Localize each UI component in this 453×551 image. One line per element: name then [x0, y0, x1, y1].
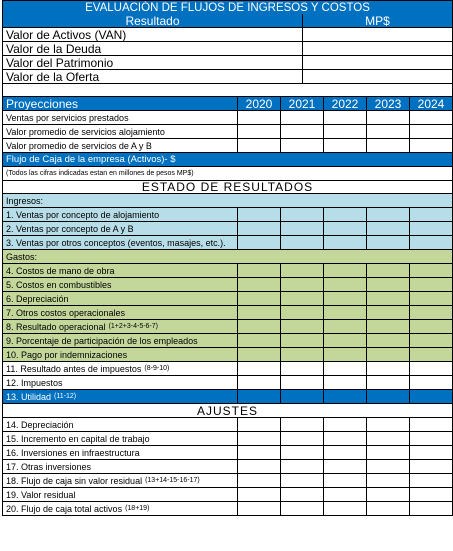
year-value-cell[interactable] [324, 320, 367, 334]
statement-row [2, 488, 453, 502]
year-value-cell[interactable] [281, 236, 324, 250]
year-value-cell[interactable] [367, 208, 410, 222]
year-value-cell[interactable] [367, 376, 410, 390]
statement-row-label [2, 376, 238, 390]
year-value-cell[interactable] [324, 460, 367, 474]
year-value-cell[interactable] [238, 334, 281, 348]
year-value-cell[interactable] [281, 348, 324, 362]
statement-row [2, 292, 453, 306]
year-value-cell[interactable] [324, 125, 367, 139]
statement-row-label [2, 418, 238, 432]
year-value-cell[interactable] [367, 111, 410, 125]
year-value-cell[interactable] [324, 362, 367, 376]
valuation-row-label: Valor del Patrimonio [2, 56, 303, 70]
statement-row-text: 16. Inversiones en infraestructura [6, 447, 140, 458]
cashflow-row [2, 153, 453, 167]
statement-row-text: 1. Ventas por concepto de alojamiento [6, 209, 160, 220]
valuation-header-label: Resultado [2, 14, 303, 28]
year-value-cell[interactable] [367, 306, 410, 320]
statement-row [2, 376, 453, 390]
valuation-value-cell[interactable] [303, 42, 453, 56]
year-value-cell[interactable] [324, 376, 367, 390]
year-value-cell[interactable] [410, 264, 453, 278]
statement-row-text: 4. Costos de mano de obra [6, 265, 115, 276]
year-header: 2022 [324, 97, 367, 111]
spreadsheet [2, 0, 453, 516]
year-value-cell[interactable] [410, 208, 453, 222]
year-value-cell[interactable] [410, 446, 453, 460]
statement-row-text: 10. Pago por indemnizaciones [6, 349, 128, 360]
year-value-cell[interactable] [324, 390, 367, 404]
projection-row-label: Valor promedio de servicios alojamiento [2, 125, 238, 139]
year-value-cell[interactable] [410, 111, 453, 125]
year-header: 2020 [238, 97, 281, 111]
year-value-cell[interactable] [281, 292, 324, 306]
year-value-cell[interactable] [324, 111, 367, 125]
year-value-cell[interactable] [324, 292, 367, 306]
year-value-cell[interactable] [238, 348, 281, 362]
valuation-value-cell[interactable] [303, 28, 453, 42]
projections-note: (Todos las cifras indicadas estan en millones de pesos MP$) [2, 167, 453, 181]
gastos-label-row [2, 250, 453, 264]
statement-row [2, 474, 453, 488]
year-value-cell[interactable] [281, 502, 324, 516]
year-header: 2023 [367, 97, 410, 111]
statement-row-label [2, 348, 238, 362]
valuation-row-label: Valor de la Deuda [2, 42, 303, 56]
year-value-cell[interactable] [324, 418, 367, 432]
ajustes-rows [2, 418, 453, 516]
year-value-cell[interactable] [367, 278, 410, 292]
statement-row-label [2, 488, 238, 502]
year-value-cell[interactable] [410, 306, 453, 320]
projection-row [2, 139, 453, 153]
year-value-cell[interactable] [281, 125, 324, 139]
statement-row-text: 12. Impuestos [6, 377, 63, 388]
statement-row [2, 264, 453, 278]
year-value-cell[interactable] [367, 292, 410, 306]
year-value-cell[interactable] [410, 236, 453, 250]
year-value-cell[interactable] [410, 334, 453, 348]
year-value-cell[interactable] [324, 502, 367, 516]
valuation-value-cell[interactable] [303, 56, 453, 70]
year-value-cell[interactable] [324, 474, 367, 488]
statement-row-label [2, 432, 238, 446]
year-headers [238, 97, 453, 111]
statement-row-text: 15. Incremento en capital de trabajo [6, 433, 150, 444]
gastos-rows [2, 264, 453, 362]
statement-row-text: 6. Depreciación [6, 293, 69, 304]
year-value-cell[interactable] [238, 320, 281, 334]
valuation-row-label: Valor de la Oferta [2, 70, 303, 84]
statement-row [2, 460, 453, 474]
statement-row [2, 418, 453, 432]
year-value-cell[interactable] [367, 222, 410, 236]
year-value-cell[interactable] [410, 474, 453, 488]
year-value-cell[interactable] [324, 208, 367, 222]
utilidad-text: 13. Utilidad [6, 391, 52, 402]
statement-row [2, 278, 453, 292]
year-value-cell[interactable] [281, 446, 324, 460]
projection-row [2, 125, 453, 139]
statement-row [2, 334, 453, 348]
year-value-cell[interactable] [238, 236, 281, 250]
valuation-rows [2, 28, 453, 84]
year-value-cell[interactable] [410, 292, 453, 306]
statement-row-formula: (13+14-15-16-17) [145, 477, 200, 484]
year-value-cell[interactable] [367, 348, 410, 362]
year-value-cell[interactable] [410, 222, 453, 236]
year-value-cell[interactable] [238, 460, 281, 474]
statement-row-label [2, 474, 238, 488]
valuation-row [2, 42, 453, 56]
statement-row-text: 18. Flujo de caja sin valor residual [6, 475, 143, 486]
year-value-cell[interactable] [410, 390, 453, 404]
year-value-cell[interactable] [238, 376, 281, 390]
year-value-cell[interactable] [281, 432, 324, 446]
year-value-cell[interactable] [410, 432, 453, 446]
statement-row-label [2, 460, 238, 474]
year-value-cell[interactable] [367, 432, 410, 446]
note-row [2, 167, 453, 181]
statement-row-formula: (8-9-10) [144, 365, 170, 372]
year-value-cell[interactable] [238, 390, 281, 404]
statement-row-label [2, 362, 238, 376]
statement-row-text: 3. Ventas por otros conceptos (eventos, masajes, etc.). [6, 237, 226, 248]
year-value-cell[interactable] [238, 488, 281, 502]
year-value-cell[interactable] [324, 139, 367, 153]
statement-row-label [2, 208, 238, 222]
year-value-cell[interactable] [238, 139, 281, 153]
statement-row-text: 11. Resultado antes de impuestos [6, 363, 142, 374]
year-value-cell[interactable] [281, 222, 324, 236]
year-value-cell[interactable] [281, 460, 324, 474]
utilidad-formula: (11-12) [54, 393, 77, 400]
valuation-value-cell[interactable] [303, 70, 453, 84]
spacer-row [2, 84, 453, 97]
projection-rows [2, 111, 453, 153]
year-value-cell[interactable] [367, 460, 410, 474]
statement-row [2, 446, 453, 460]
projection-row-label: Valor promedio de servicios de A y B [2, 139, 238, 153]
statement-row-label [2, 446, 238, 460]
statement-row-text: 8. Resultado operacional [6, 321, 106, 332]
year-value-cell[interactable] [367, 446, 410, 460]
statement-row-label [2, 320, 238, 334]
year-value-cell[interactable] [367, 390, 410, 404]
year-value-cell[interactable] [324, 432, 367, 446]
statement-row-label [2, 502, 238, 516]
statement-row-label [2, 334, 238, 348]
year-value-cell[interactable] [238, 432, 281, 446]
year-value-cell[interactable] [238, 222, 281, 236]
ajustes-title: AJUSTES [2, 404, 453, 418]
statement-row [2, 362, 453, 376]
year-value-cell[interactable] [367, 502, 410, 516]
year-value-cell[interactable] [238, 418, 281, 432]
statement-row [2, 432, 453, 446]
other-rows [2, 362, 453, 390]
year-value-cell[interactable] [367, 474, 410, 488]
spacer-cell [2, 84, 453, 97]
year-value-cell[interactable] [281, 139, 324, 153]
statement-row-text: 2. Ventas por concepto de A y B [6, 223, 134, 234]
valuation-row [2, 28, 453, 42]
year-value-cell[interactable] [324, 236, 367, 250]
projection-row-label: Ventas por servicios prestados [2, 111, 238, 125]
year-value-cell[interactable] [281, 418, 324, 432]
statement-row-text: 5. Costos en combustibles [6, 279, 112, 290]
statement-row [2, 222, 453, 236]
ingresos-label: Ingresos: [2, 194, 453, 208]
year-value-cell[interactable] [410, 502, 453, 516]
statement-row-label [2, 306, 238, 320]
year-value-cell[interactable] [367, 488, 410, 502]
year-value-cell[interactable] [281, 474, 324, 488]
year-value-cell[interactable] [367, 362, 410, 376]
year-value-cell[interactable] [410, 125, 453, 139]
year-value-cell[interactable] [324, 264, 367, 278]
statement-row-label [2, 264, 238, 278]
year-value-cell[interactable] [324, 278, 367, 292]
statement-row-label [2, 278, 238, 292]
year-value-cell[interactable] [281, 306, 324, 320]
projections-header-label: Proyecciones [2, 97, 238, 111]
year-value-cell[interactable] [281, 111, 324, 125]
year-value-cell[interactable] [410, 488, 453, 502]
year-value-cell[interactable] [281, 278, 324, 292]
valuation-row [2, 70, 453, 84]
year-value-cell[interactable] [410, 278, 453, 292]
year-value-cell[interactable] [281, 320, 324, 334]
year-value-cell[interactable] [238, 306, 281, 320]
gastos-label: Gastos: [2, 250, 453, 264]
year-value-cell[interactable] [410, 460, 453, 474]
year-value-cell[interactable] [281, 488, 324, 502]
statement-row-formula: (1+2+3-4-5-6-7) [108, 323, 158, 330]
income-title-row [2, 181, 453, 194]
title-row [2, 0, 453, 14]
statement-row-label [2, 292, 238, 306]
year-value-cell[interactable] [281, 208, 324, 222]
year-value-cell[interactable] [367, 139, 410, 153]
income-statement-title: ESTADO DE RESULTADOS [2, 181, 453, 194]
year-value-cell[interactable] [324, 446, 367, 460]
utilidad-row [2, 390, 453, 404]
projection-row [2, 111, 453, 125]
statement-row-text: 19. Valor residual [6, 489, 76, 500]
year-value-cell[interactable] [367, 418, 410, 432]
year-value-cell[interactable] [324, 348, 367, 362]
year-header: 2024 [410, 97, 453, 111]
statement-row [2, 236, 453, 250]
ingresos-rows [2, 208, 453, 250]
statement-row-formula: (18+19) [125, 505, 150, 512]
utilidad-rows [2, 390, 453, 404]
ajustes-title-row [2, 404, 453, 418]
ingresos-label-row [2, 194, 453, 208]
statement-row-text: 9. Porcentaje de participación de los empleados [6, 335, 198, 346]
statement-row-text: 14. Depreciación [6, 419, 74, 430]
valuation-row-label: Valor de Activos (VAN) [2, 28, 303, 42]
statement-row-label [2, 236, 238, 250]
year-value-cell[interactable] [238, 278, 281, 292]
year-value-cell[interactable] [324, 306, 367, 320]
year-value-cell[interactable] [238, 474, 281, 488]
year-value-cell[interactable] [410, 320, 453, 334]
year-value-cell[interactable] [367, 320, 410, 334]
year-value-cell[interactable] [367, 125, 410, 139]
year-value-cell[interactable] [410, 362, 453, 376]
statement-row [2, 502, 453, 516]
statement-row [2, 208, 453, 222]
year-value-cell[interactable] [410, 139, 453, 153]
statement-row [2, 320, 453, 334]
valuation-header-unit: MP$ [303, 14, 453, 28]
statement-row [2, 348, 453, 362]
valuation-header-row [2, 14, 453, 28]
year-value-cell[interactable] [281, 334, 324, 348]
year-header: 2021 [281, 97, 324, 111]
statement-row-text: 17. Otras inversiones [6, 461, 92, 472]
projections-header-row [2, 97, 453, 111]
year-value-cell[interactable] [324, 334, 367, 348]
year-value-cell[interactable] [410, 348, 453, 362]
year-value-cell[interactable] [238, 292, 281, 306]
year-value-cell[interactable] [367, 264, 410, 278]
year-value-cell[interactable] [238, 502, 281, 516]
year-value-cell[interactable] [367, 236, 410, 250]
year-value-cell[interactable] [410, 418, 453, 432]
year-value-cell[interactable] [238, 208, 281, 222]
statement-row-text: 20. Flujo de caja total activos [6, 503, 123, 514]
year-value-cell[interactable] [238, 362, 281, 376]
year-value-cell[interactable] [367, 334, 410, 348]
year-value-cell[interactable] [238, 125, 281, 139]
year-value-cell[interactable] [410, 376, 453, 390]
year-value-cell[interactable] [324, 222, 367, 236]
year-value-cell[interactable] [281, 264, 324, 278]
sheet-title: EVALUACIÓN DE FLUJOS DE INGRESOS Y COSTOS [2, 0, 453, 14]
statement-row-label [2, 222, 238, 236]
year-value-cell[interactable] [238, 111, 281, 125]
year-value-cell[interactable] [281, 390, 324, 404]
statement-row [2, 306, 453, 320]
year-value-cell[interactable] [238, 446, 281, 460]
year-value-cell[interactable] [324, 488, 367, 502]
cashflow-label: Flujo de Caja de la empresa (Activos)- $ [2, 153, 453, 167]
utilidad-label [2, 390, 238, 404]
statement-row-text: 7. Otros costos operacionales [6, 307, 126, 318]
year-value-cell[interactable] [281, 362, 324, 376]
valuation-row [2, 56, 453, 70]
year-value-cell[interactable] [238, 264, 281, 278]
year-value-cell[interactable] [281, 376, 324, 390]
